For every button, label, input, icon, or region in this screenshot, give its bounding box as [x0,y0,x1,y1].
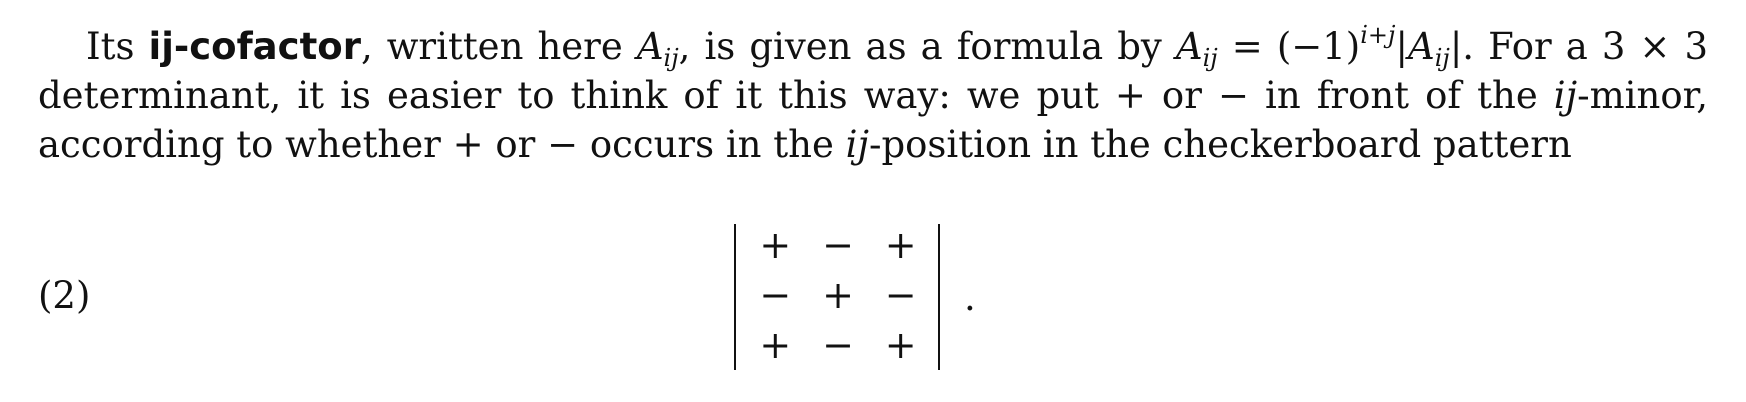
math-a-ij [636,25,679,72]
text-line3-end: -position in the checkerboard pattern [868,123,1572,166]
term-ij-cofactor: ij-cofactor [148,25,361,68]
math-symbol-a: A [636,25,664,68]
equation-period: . [964,276,976,319]
formula-minor-a: A [1407,25,1435,68]
text-mid1: , is given as a formula by [678,25,1176,68]
checkerboard-determinant [734,220,944,372]
formula-equals-neg-one: = (−1) [1217,25,1361,68]
equation-number: (2) [38,274,91,317]
cofactor-paragraph [38,22,1708,169]
math-subscript-ij: ij [663,44,679,72]
sign-cell: + [759,323,792,367]
text-mid2: . For a 3 × 3 [1462,25,1709,68]
text-line2-end: -minor, [1577,74,1708,117]
sign-cell: − [822,223,854,267]
sign-cell: − [759,273,792,317]
determinant-left-bar [734,224,736,370]
formula-minor-subscript: ij [1434,44,1450,72]
formula-abs-close: | [1449,25,1463,68]
math-ij-minor: ij [1553,74,1578,117]
sign-cell: + [884,223,917,267]
formula-subscript-ij: ij [1202,44,1218,72]
math-ij-position: ij [845,123,869,166]
formula-exponent: i+j [1360,21,1396,49]
formula-abs-open: | [1395,25,1408,68]
sign-cell: − [884,273,917,317]
text-line2: determinant, it is easier to think of it this way: we put + or − in front of the [38,74,1554,117]
determinant-right-bar [938,224,940,370]
sign-cell: + [884,323,917,367]
sign-grid [744,220,932,370]
text-after-term: , written here [360,25,637,68]
text-line3-start: according to whether + or − occurs in the [38,123,846,166]
math-cofactor-formula [1175,21,1463,72]
sign-cell: − [822,323,854,367]
formula-symbol-a: A [1175,25,1203,68]
text-lead: Its [86,25,149,68]
sign-cell: + [759,223,792,267]
sign-cell: + [822,273,854,317]
